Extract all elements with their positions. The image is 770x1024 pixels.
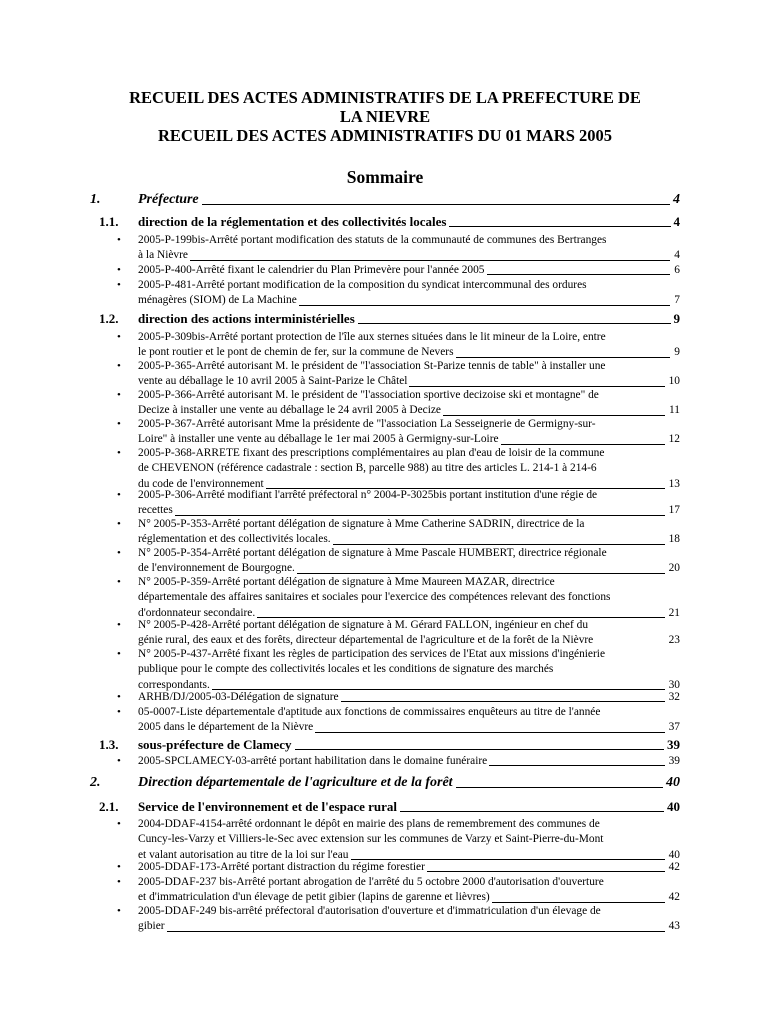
toc-entry[interactable] — [138, 388, 680, 419]
entry-text: 2005-DDAF-237 bis-Arrêté portant abrogation de l'arrêté du 5 octobre 2000 d'autorisation d'ouverture — [138, 876, 604, 888]
entry-text: d'ordonnateur secondaire. — [138, 606, 256, 619]
page-number: 18 — [668, 533, 680, 546]
subsection-number: 1.1. — [99, 214, 119, 229]
page-number: 37 — [668, 721, 680, 734]
bullet: • — [117, 905, 121, 917]
page-number: 10 — [668, 375, 680, 388]
toc-entry[interactable] — [138, 278, 680, 309]
entry-text: correspondants. — [138, 678, 210, 691]
subsection-title: direction de la réglementation et des collectivités locales — [138, 214, 447, 229]
entry-text: de CHEVENON (référence cadastrale : section B, parcelle 988) au titre des articles L. 214-1 à 214-6 — [138, 462, 597, 475]
entry-text: N° 2005-P-353-Arrêté portant délégation de signature à Mme Catherine SADRIN, directrice de la — [138, 518, 585, 530]
page-number: 6 — [674, 264, 680, 276]
page-number: 4 — [673, 192, 680, 207]
toc-entry[interactable] — [138, 359, 680, 390]
section-title: Préfecture — [138, 192, 199, 207]
entry-text: 2005-P-365-Arrêté autorisant M. le président de "l'association St-Parize tennis de table" à installer une — [138, 360, 606, 372]
entry-text: et d'immatriculation d'un élevage de petit gibier (lapins de garenne et lièvres) — [138, 891, 490, 904]
page-number: 12 — [668, 433, 680, 446]
bullet: • — [117, 648, 121, 660]
document-header — [0, 88, 770, 145]
page-number: 9 — [673, 311, 680, 326]
header-line-3: RECUEIL DES ACTES ADMINISTRATIFS DU 01 MARS 2005 — [158, 126, 612, 145]
toc-entry[interactable] — [138, 860, 680, 875]
toc-subsection-clamecy[interactable] — [138, 737, 680, 753]
toc-section-ddaf[interactable] — [138, 775, 680, 791]
entry-text: recettes — [138, 504, 173, 517]
entry-text: 2005-P-309bis-Arrêté portant protection de l'île aux sternes situées dans le lit mineur de la Loire, entre — [138, 331, 606, 343]
page-number: 4 — [673, 214, 680, 229]
entry-text: ménagères (SIOM) de La Machine — [138, 294, 297, 307]
toc-entry[interactable] — [138, 263, 680, 278]
page-number: 40 — [667, 799, 680, 814]
page-number: 17 — [668, 504, 680, 517]
page-number: 23 — [668, 634, 680, 647]
bullet: • — [117, 489, 121, 501]
page-number: 39 — [668, 755, 680, 767]
header-line-1: RECUEIL DES ACTES ADMINISTRATIFS DE LA PREFECTURE DE — [129, 88, 641, 107]
toc-entry[interactable] — [138, 446, 680, 492]
bullet: • — [117, 279, 121, 291]
entry-text: N° 2005-P-437-Arrêté fixant les règles de participation des services de l'Etat aux missions d'ingénierie — [138, 648, 605, 660]
subsection-title: direction des actions interministérielles — [138, 311, 355, 326]
toc-entry[interactable] — [138, 575, 680, 621]
page-number: 4 — [674, 249, 680, 262]
entry-text: 2005-P-400-Arrêté fixant le calendrier du Plan Primevère pour l'année 2005 — [138, 264, 485, 276]
entry-text: 2005-P-306-Arrêté modifiant l'arrêté préfectoral n° 2004-P-3025bis portant institution d'une régie de — [138, 489, 598, 501]
entry-text: et valant autorisation au titre de la loi sur l'eau — [138, 848, 349, 861]
entry-text: départementale des affaires sanitaires et sociales pour l'exercice des compétences relevant des fonctions — [138, 591, 611, 604]
toc-section-prefecture[interactable] — [138, 192, 680, 208]
bullet: • — [117, 264, 121, 276]
page-number: 40 — [668, 848, 680, 861]
subsection-title: Service de l'environnement et de l'espace rural — [138, 799, 397, 814]
entry-text: vente au déballage le 10 avril 2005 à Saint-Parize le Châtel — [138, 375, 408, 388]
page-number: 11 — [669, 404, 680, 417]
bullet: • — [117, 518, 121, 530]
toc-entry[interactable] — [138, 705, 680, 736]
bullet: • — [117, 389, 121, 401]
page-number: 13 — [668, 477, 680, 490]
toc-entry[interactable] — [138, 488, 680, 519]
entry-text: N° 2005-P-354-Arrêté portant délégation de signature à Mme Pascale HUMBERT, directrice régionale — [138, 547, 607, 559]
entry-text: 2005-P-367-Arrêté autorisant Mme la présidente de "l'association La Sesseignerie de Germigny-sur- — [138, 418, 596, 430]
bullet: • — [117, 691, 121, 703]
entry-text: 2005-P-366-Arrêté autorisant M. le président de "l'association sportive decizoise ski et montagne" de — [138, 389, 599, 401]
bullet: • — [117, 360, 121, 372]
toc-subsection-actions-interministerielles[interactable] — [138, 311, 680, 327]
page-number: 20 — [668, 562, 680, 575]
entry-text: réglementation et des collectivités locales. — [138, 533, 331, 546]
entry-text: 2005-SPCLAMECY-03-arrêté portant habilitation dans le domaine funéraire — [138, 755, 488, 767]
toc-entry[interactable] — [138, 690, 680, 705]
entry-text: publique pour le compte des collectivités locales et les conditions de signature des marchés — [138, 663, 554, 676]
page-number: 7 — [674, 294, 680, 307]
bullet: • — [117, 418, 121, 430]
entry-text: N° 2005-P-428-Arrêté portant délégation de signature à M. Gérard FALLON, ingénieur en chef du — [138, 619, 589, 631]
entry-text: du code de l'environnement — [138, 477, 264, 490]
sommaire-title: Sommaire — [346, 167, 424, 187]
page-number: 32 — [668, 691, 680, 703]
entry-text: gibier — [138, 920, 165, 933]
entry-text: ARHB/DJ/2005-03-Délégation de signature — [138, 691, 339, 703]
subsection-title: sous-préfecture de Clamecy — [138, 737, 292, 752]
page-number: 40 — [666, 775, 680, 790]
page-number: 21 — [668, 606, 680, 619]
entry-text: le pont routier et le pont de chemin de fer, sur la commune de Nevers — [138, 346, 454, 359]
section-number: 1. — [90, 192, 101, 207]
entry-text: 2005-DDAF-173-Arrêté portant distraction du régime forestier — [138, 861, 425, 873]
entry-text: 2005-P-199bis-Arrêté portant modification des statuts de la communauté de communes des Bertranges — [138, 234, 607, 246]
entry-text: 2005-P-481-Arrêté portant modification de la composition du syndicat intercommunal des ordures — [138, 279, 587, 291]
entry-text: 2004-DDAF-4154-arrêté ordonnant le dépôt en mairie des plans de remembrement des communes de — [138, 818, 600, 830]
bullet: • — [117, 876, 121, 888]
toc-entry[interactable] — [138, 546, 680, 577]
toc-entry[interactable] — [138, 233, 680, 264]
toc-entry[interactable] — [138, 417, 680, 448]
page-number: 42 — [668, 891, 680, 904]
page-number: 9 — [674, 346, 680, 359]
section-number: 2. — [90, 775, 101, 790]
header-line-2: LA NIEVRE — [339, 107, 431, 126]
entry-text: Cuncy-les-Varzy et Villiers-le-Sec avec extension sur les communes de Varzy et Saint-Pierre-du-Mont — [138, 833, 604, 846]
entry-text: génie rural, des eaux et des forêts, directeur départemental de l'agriculture et de la forêt de la Nièvre — [138, 634, 594, 647]
entry-text: 2005-P-368-ARRETE fixant des prescriptions complémentaires au plan d'eau de loisir de la commune — [138, 447, 605, 459]
toc-entry[interactable] — [138, 754, 680, 769]
bullet: • — [117, 706, 121, 718]
entry-text: Decize à installer une vente au déballage le 24 avril 2005 à Decize — [138, 404, 441, 417]
section-title: Direction départementale de l'agriculture et de la forêt — [138, 775, 453, 790]
entry-text: Loire" à installer une vente au déballage le 1er mai 2005 à Germigny-sur-Loire — [138, 433, 499, 446]
entry-text: de l'environnement de Bourgogne. — [138, 562, 295, 575]
bullet: • — [117, 755, 121, 767]
toc-entry[interactable] — [138, 618, 680, 649]
page-number: 39 — [667, 737, 680, 752]
toc-entry[interactable] — [138, 904, 680, 935]
subsection-number: 1.3. — [99, 737, 119, 752]
page-number: 30 — [668, 678, 680, 691]
entry-text: à la Nièvre — [138, 249, 188, 262]
entry-text: 2005 dans le département de la Nièvre — [138, 721, 314, 734]
subsection-number: 1.2. — [99, 311, 119, 326]
subsection-number: 2.1. — [99, 799, 119, 814]
page-number: 43 — [668, 920, 680, 933]
toc-entry[interactable] — [138, 875, 680, 906]
toc-entry[interactable] — [138, 817, 680, 863]
toc-subsection-environnement[interactable] — [138, 799, 680, 815]
toc-entry[interactable] — [138, 330, 680, 361]
bullet: • — [117, 547, 121, 559]
entry-text: 2005-DDAF-249 bis-arrêté préfectoral d'autorisation d'ouverture et d'immatriculation d'un élevage de — [138, 905, 601, 917]
toc-entry[interactable] — [138, 647, 680, 693]
bullet: • — [117, 576, 121, 588]
toc-entry[interactable] — [138, 517, 680, 548]
entry-text: 05-0007-Liste départementale d'aptitude aux fonctions de commissaires enquêteurs au titre de l'année — [138, 706, 601, 718]
entry-text: N° 2005-P-359-Arrêté portant délégation de signature à Mme Maureen MAZAR, directrice — [138, 576, 555, 588]
bullet: • — [117, 234, 121, 246]
bullet: • — [117, 861, 121, 873]
bullet: • — [117, 331, 121, 343]
toc-subsection-reglementation[interactable] — [138, 214, 680, 230]
bullet: • — [117, 447, 121, 459]
page-number: 42 — [668, 861, 680, 873]
bullet: • — [117, 619, 121, 631]
bullet: • — [117, 818, 121, 830]
